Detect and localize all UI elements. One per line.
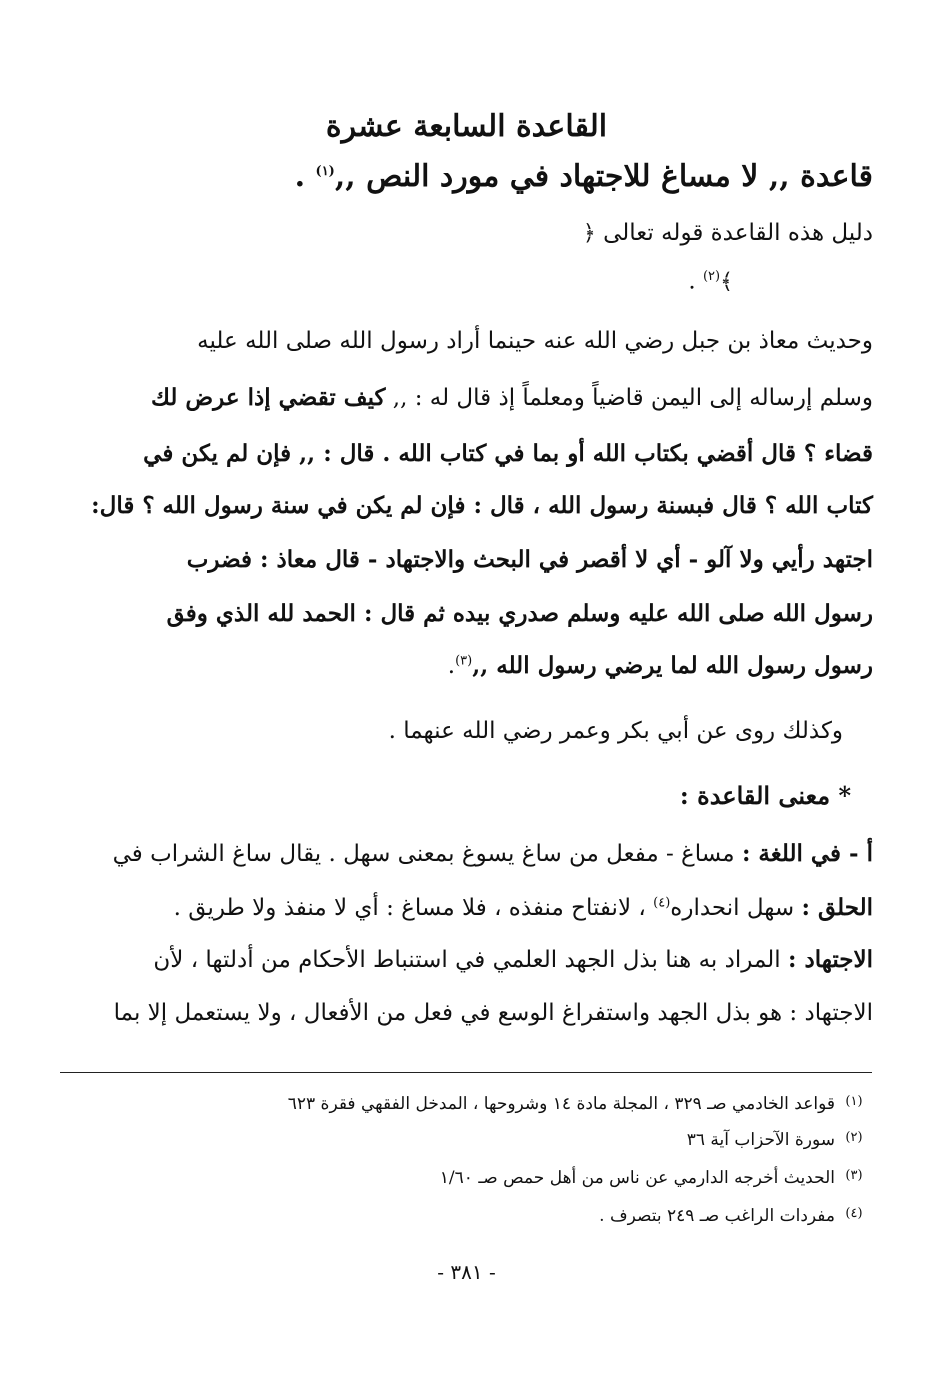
footnote-3-number: (٣) [845, 1168, 863, 1183]
rule-tail: . [294, 159, 316, 194]
language-label: أ - في اللغة : [741, 840, 873, 867]
footnote-separator [60, 1072, 872, 1073]
hadith-line-5: اجتهد رأيي ولا آلو - أي لا أقصر في البحث والاجتهاد - قال معاذ : فضرب [186, 546, 873, 573]
also-line: وكذلك روى عن أبي بكر وعمر رضي الله عنهما . [388, 718, 843, 744]
hadith-line-7-tail: . [447, 653, 456, 679]
evidence-text: دليل هذه القاعدة قوله تعالى [603, 220, 873, 246]
hadith-footnote-ref: (٣) [455, 653, 473, 669]
language-text: مساغ - مفعل من ساغ يسوغ بمعنى سهل . يقال ساغ الشراب في [112, 841, 742, 867]
quran-close-brace: ﴾ [720, 269, 733, 295]
evidence-line [60, 222, 873, 245]
evidence-footnote-ref: (٢) [702, 269, 721, 284]
halq-tail: ، لانفتاح منفذه ، فلا مساغ : أي لا منفذ ولا طريق . [173, 895, 654, 921]
hadith-line-2-bold: كيف تقضي إذا عرض لك [150, 384, 386, 411]
footnote-4-number: (٤) [845, 1206, 863, 1221]
footnote-4 [200, 1206, 873, 1226]
hadith-line-4: كتاب الله ؟ قال فبسنة رسول الله ، قال : فإن لم يكن في سنة رسول الله ؟ قال: [91, 492, 873, 519]
meaning-halq-line [60, 896, 873, 920]
meaning-last-line: الاجتهاد : هو بذل الجهد واستفراغ الوسع في فعل من الأفعال ، ولا يستعمل إلا بما [113, 1000, 873, 1026]
footnote-1-text: قواعد الخادمي صـ ٣٢٩ ، المجلة مادة ١٤ وشروحها ، المدخل الفقهي فقرة ٦٢٣ [287, 1094, 835, 1114]
halq-text: سهل انحداره [670, 895, 802, 921]
meaning-language-line [60, 842, 873, 866]
chapter-title: القاعدة السابعة عشرة [325, 109, 608, 144]
hadith-line-3: قضاء ؟ قال أقضي بكتاب الله أو بما في كتاب الله . قال : ,, فإن لم يكن في [143, 440, 873, 467]
footnote-3 [200, 1168, 873, 1188]
footnote-1-number: (١) [845, 1094, 863, 1109]
rule-footnote-ref: (١) [315, 164, 335, 179]
halq-label: الحلق : [801, 894, 873, 921]
footnote-2 [200, 1130, 873, 1150]
hadith-line-7 [60, 654, 873, 678]
halq-footnote-ref: (٤) [653, 895, 671, 911]
footnote-2-text: سورة الآحزاب آية ٣٦ [686, 1130, 835, 1150]
evidence-close-line [60, 270, 733, 294]
rule-statement [60, 159, 873, 194]
hadith-line-6: رسول الله صلى الله عليه وسلم صدري بيده ثم قال : الحمد لله الذي وفق [166, 600, 873, 627]
evidence-tail: . [688, 268, 703, 295]
quran-open-brace: ﴿ [582, 221, 596, 246]
meaning-ijtihad-line [60, 948, 873, 972]
footnote-3-text: الحديث أخرجه الدارمي عن ناس من أهل حمص صـ ١/٦٠ [439, 1168, 835, 1188]
meaning-heading: * معنى القاعدة : [679, 781, 851, 810]
hadith-line-1: وحديث معاذ بن جبل رضي الله عنه حينما أراد رسول الله صلى الله عليه [197, 328, 873, 354]
hadith-line-2 [60, 386, 873, 410]
hadith-line-2-normal: وسلم إرساله إلى اليمن قاضياً ومعلماً إذ قال له : ,, [385, 385, 873, 411]
footnote-2-number: (٢) [845, 1130, 863, 1145]
footnote-4-text: مفردات الراغب صـ ٢٤٩ بتصرف . [599, 1206, 835, 1226]
page-number: - ٣٨١ - [437, 1260, 496, 1284]
footnote-1 [200, 1094, 873, 1114]
rule-text: قاعدة ,, لا مساغ للاجتهاد في مورد النص ,, [334, 159, 873, 194]
ijtihad-text: المراد به هنا بذل الجهد العلمي في استنباط الأحكام من أدلتها ، لأن [153, 947, 788, 973]
hadith-line-7-bold: رسول رسول الله لما يرضي رسول الله ,, [472, 652, 873, 679]
ijtihad-label: الاجتهاد : [787, 946, 873, 973]
